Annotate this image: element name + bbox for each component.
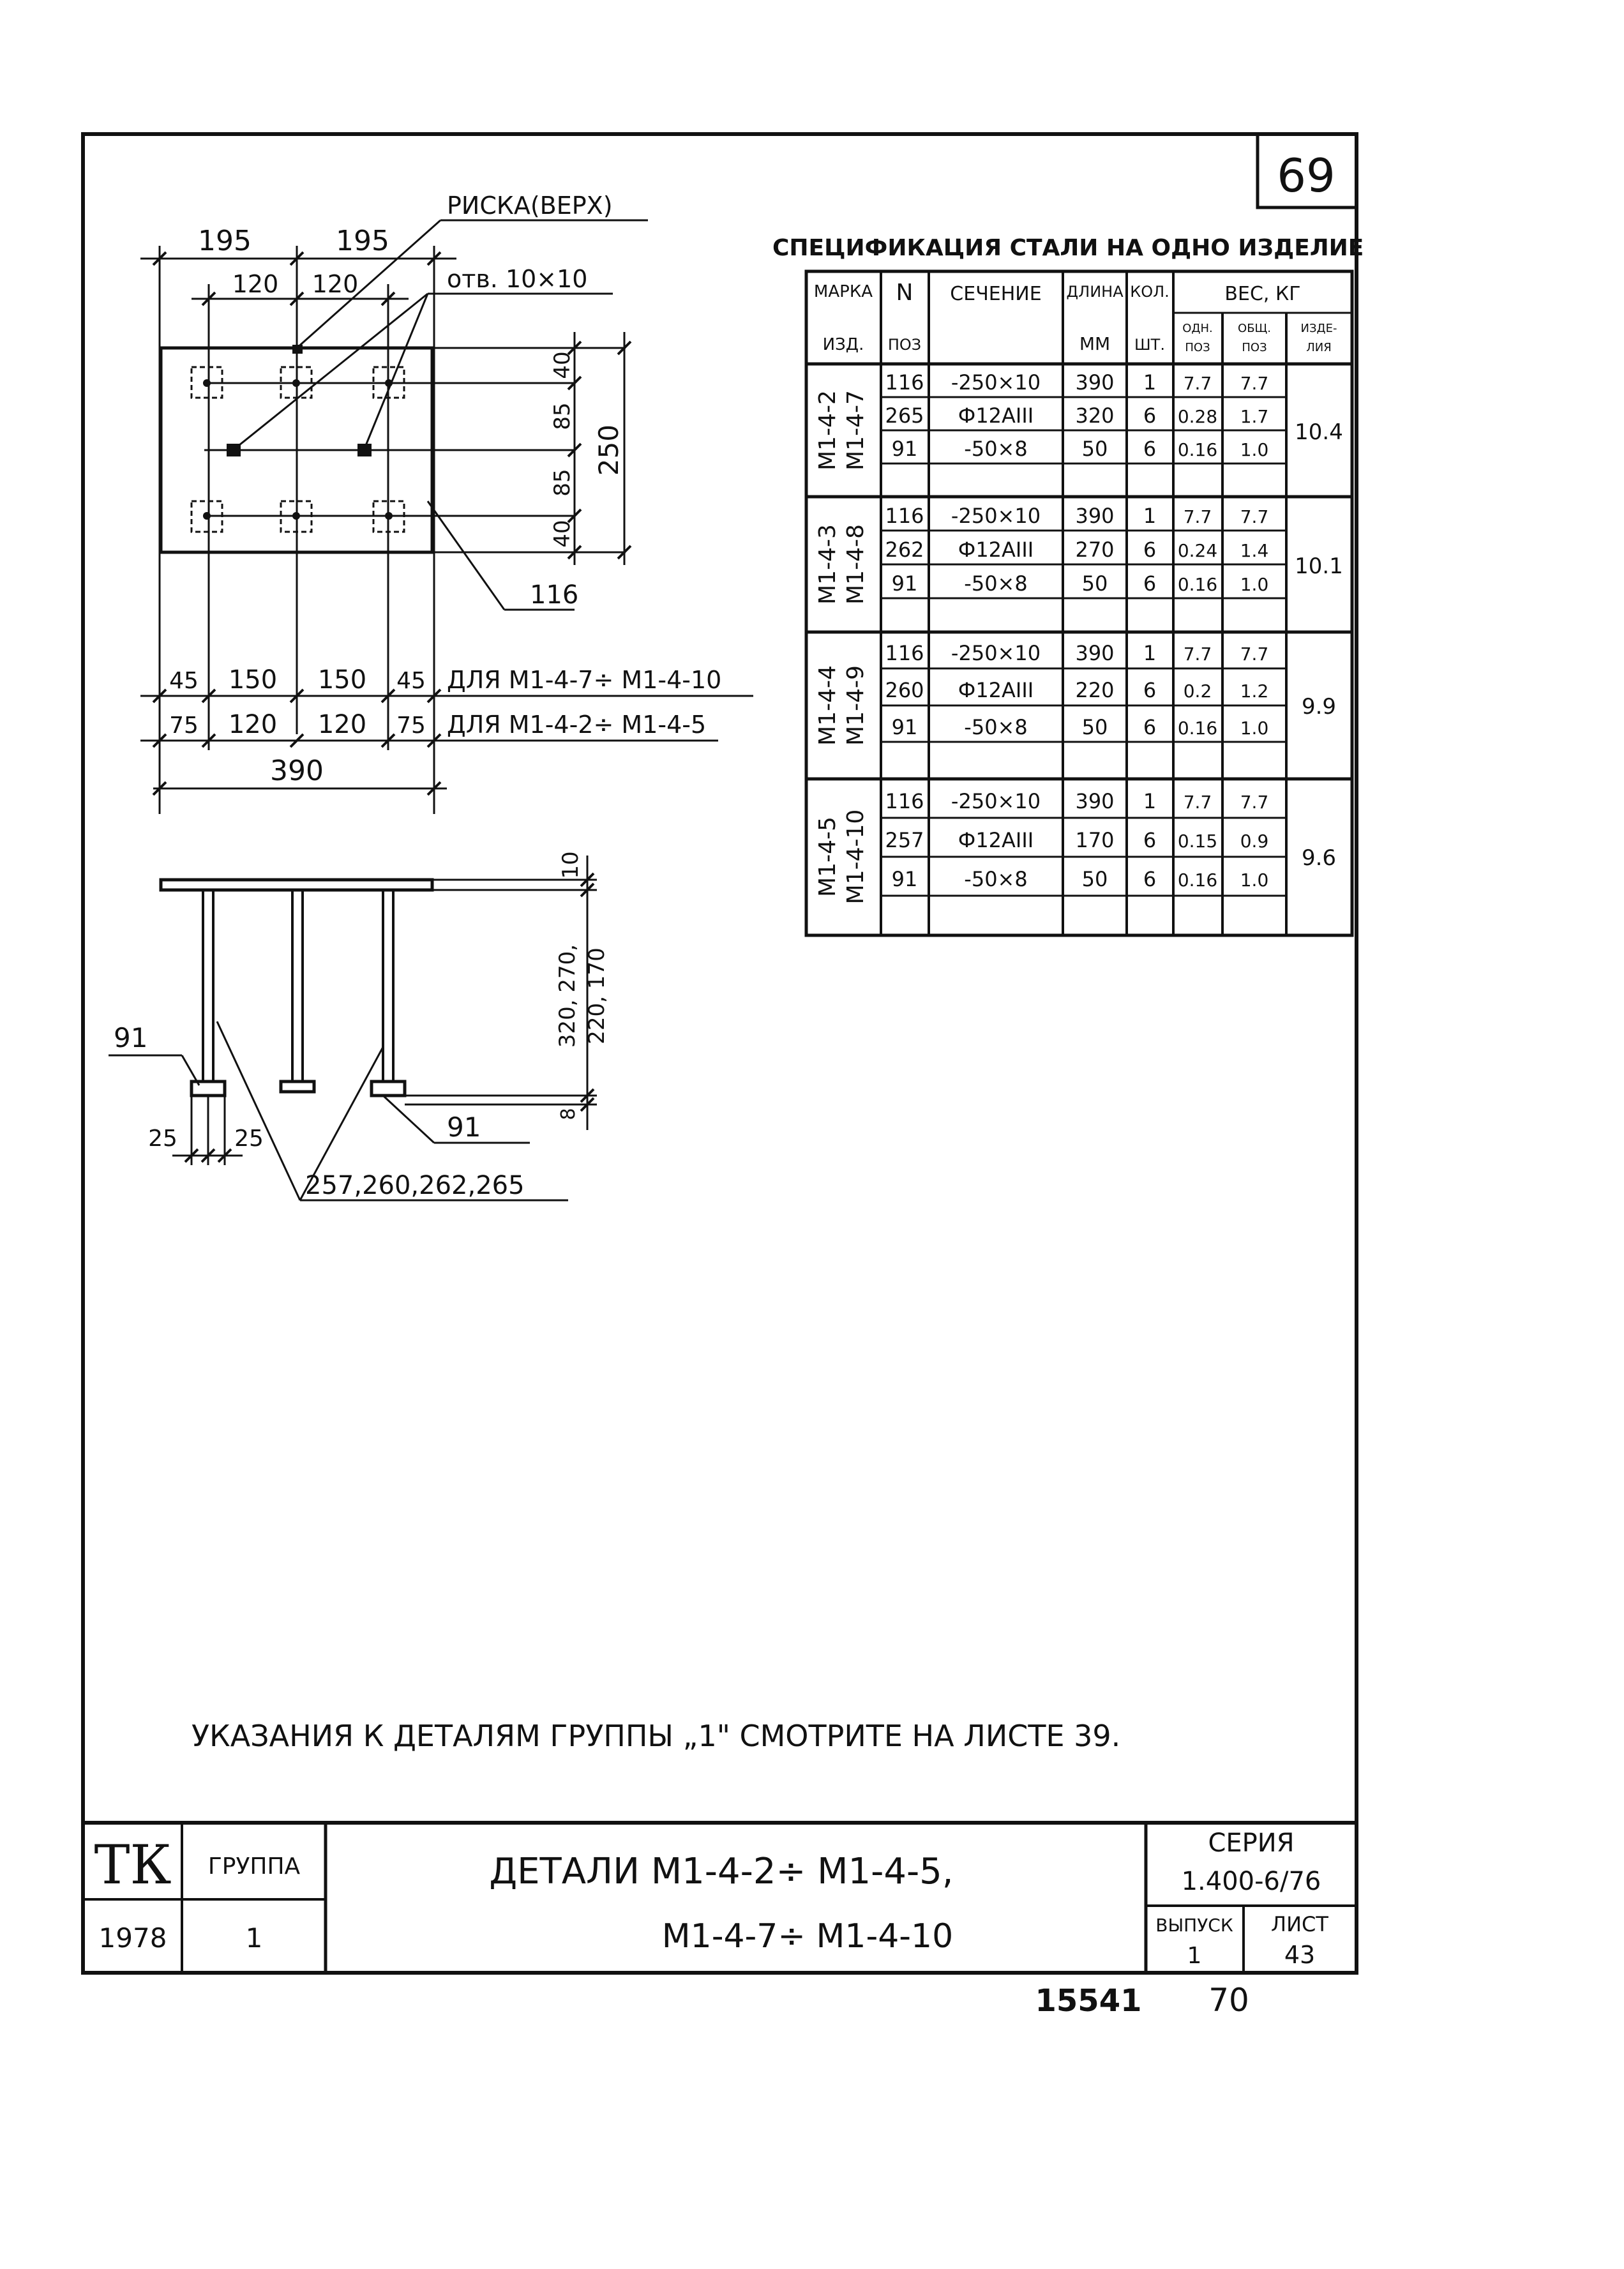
g3-r2-length: 220 [1075,678,1115,702]
g2-r3-pos: 91 [891,571,918,596]
g4-r2-section: Ф12АIII [958,828,1034,852]
row1-dim-150a: 150 [228,665,278,695]
g1-r1-section: -250×10 [951,370,1041,395]
hole-label: отв. 10×10 [447,265,588,293]
g1-r3-section: -50×8 [964,437,1028,461]
mark-label: РИСКА(ВЕРХ) [447,192,613,220]
g3-r2-w-one: 0.2 [1183,681,1212,702]
g4-r3-qty: 6 [1143,867,1157,891]
g3-r2-pos: 260 [885,678,924,702]
g3-r3-w-total: 1.0 [1240,718,1269,739]
archive-number: 15541 [1035,1983,1142,2019]
row1-label: ДЛЯ М1-4-7÷ М1-4-10 [447,666,722,694]
table-row [885,678,1268,702]
g1-r3-qty: 6 [1143,437,1157,461]
g2-r2-section: Ф12АIII [958,538,1034,562]
g1-mark-a: М1-4-2 [815,390,841,471]
g4-mark-a: М1-4-5 [815,817,841,897]
hdr-pos-1: N [896,280,914,306]
g2-r2-w-one: 0.24 [1177,540,1218,561]
g4-r1-section: -250×10 [951,789,1041,813]
g3-r1-w-one: 7.7 [1183,644,1212,665]
g1-r3-w-total: 1.0 [1240,439,1269,460]
dim-250: 250 [593,424,624,476]
sheet-label: ЛИСТ [1271,1912,1328,1936]
dim-heights-b: 220, 170 [584,947,610,1044]
dim-8-side: 8 [557,1108,580,1120]
g1-r3-w-one: 0.16 [1177,439,1218,460]
g1-r3-pos: 91 [891,437,918,461]
g3-r3-pos: 91 [891,715,918,739]
hdr-length-2: ММ [1079,333,1111,354]
issue-value: 1 [1187,1943,1202,1969]
dim-85-top: 85 [550,402,575,430]
g2-r1-length: 390 [1075,504,1115,528]
row1-dim-150b: 150 [317,665,367,695]
table-row [885,504,1268,528]
row1-dim-45b: 45 [396,668,426,694]
table-row [892,867,1269,891]
issue-label: ВЫПУСК [1155,1915,1233,1936]
g2-mark-a: М1-4-3 [815,524,841,605]
g4-r1-w-total: 7.7 [1240,792,1269,813]
g2-r1-section: -250×10 [951,504,1041,528]
dim-120-right: 120 [312,270,359,298]
bar-left [203,890,213,1082]
g3-r1-section: -250×10 [951,641,1041,665]
group-label: ГРУППА [207,1853,301,1880]
table-row [892,715,1269,739]
dim-25-left: 25 [148,1126,177,1152]
g4-r3-w-total: 1.0 [1240,870,1269,891]
base-plate-left [192,1082,225,1096]
g1-r2-w-total: 1.7 [1240,406,1269,427]
row2-dim-75a: 75 [169,712,199,739]
g4-r1-length: 390 [1075,789,1115,813]
g3-r3-section: -50×8 [964,715,1028,739]
hdr-weight: ВЕС, КГ [1224,283,1301,305]
table-row [885,828,1268,852]
group-value: 1 [245,1922,263,1954]
spec-group-1 [815,370,1343,471]
dim-40-bottom: 40 [550,520,575,548]
g1-r1-w-one: 7.7 [1183,373,1212,394]
hdr-w-item-2: ЛИЯ [1306,341,1332,354]
g2-total: 10.1 [1295,554,1343,579]
spec-group-2 [815,504,1343,605]
org-logo: ТК [94,1834,172,1896]
drawing-title-line2: М1-4-7÷ М1-4-10 [661,1917,954,1956]
g3-r1-length: 390 [1075,641,1115,665]
g2-r2-length: 270 [1075,538,1115,562]
drawing-title-line1: ДЕТАЛИ М1-4-2÷ М1-4-5, [489,1851,954,1892]
bar-right [383,890,393,1082]
g2-mark-b: М1-4-8 [843,524,869,605]
g1-r2-qty: 6 [1143,403,1157,428]
row2-dim-120a: 120 [228,710,278,739]
sheet-frame [83,134,1357,1973]
g1-r1-qty: 1 [1143,370,1157,395]
table-row [885,403,1268,428]
g4-mark-b: М1-4-10 [843,809,869,905]
g1-r2-length: 320 [1075,403,1115,428]
row2-dim-120b: 120 [317,710,367,739]
note-text: УКАЗАНИЯ К ДЕТАЛЯМ ГРУППЫ „1" СМОТРИТЕ НА ЛИСТЕ 39. [192,1719,1121,1753]
g1-r1-w-total: 7.7 [1240,373,1269,394]
hdr-w-item-1: ИЗДЕ- [1300,322,1337,335]
hdr-qty-2: ШТ. [1134,336,1165,354]
dim-25-right: 25 [234,1126,264,1152]
series-value: 1.400-6/76 [1181,1867,1321,1896]
hdr-length-1: ДЛИНА [1066,283,1124,301]
g3-r1-w-total: 7.7 [1240,644,1269,665]
g2-r1-w-one: 7.7 [1183,506,1212,527]
hdr-section: СЕЧЕНИЕ [950,283,1042,305]
g3-r2-w-total: 1.2 [1240,681,1269,702]
g4-r1-w-one: 7.7 [1183,792,1212,813]
g2-r2-w-total: 1.4 [1240,540,1269,561]
g1-r1-pos: 116 [885,370,924,395]
g1-r2-pos: 265 [885,403,924,428]
table-row [892,571,1269,596]
g4-r1-qty: 1 [1143,789,1157,813]
page-number: 70 [1208,1982,1249,2019]
g2-r1-w-total: 7.7 [1240,506,1269,527]
g2-r3-w-one: 0.16 [1177,574,1218,595]
g3-r1-pos: 116 [885,641,924,665]
bar-middle [292,890,303,1082]
spec-header [814,280,1337,354]
base-plate-right [372,1082,405,1096]
dim-40-top: 40 [550,351,575,379]
g4-r3-length: 50 [1081,867,1108,891]
dim-heights-a: 320, 270, [555,944,580,1048]
pos-91-right-label: 91 [447,1112,481,1143]
g4-r2-qty: 6 [1143,828,1157,852]
sheet-number: 69 [1277,149,1335,202]
g3-r1-qty: 1 [1143,641,1157,665]
g4-r1-pos: 116 [885,789,924,813]
hdr-pos-2: ПОЗ [887,336,922,354]
plate-side [161,880,432,890]
spec-group-4 [815,789,1336,904]
hdr-mark-2: ИЗД. [822,335,864,354]
g1-r3-length: 50 [1081,437,1108,461]
hdr-qty-1: КОЛ. [1130,283,1169,301]
g2-r1-qty: 1 [1143,504,1157,528]
g2-r2-qty: 6 [1143,538,1157,562]
g3-mark-a: М1-4-4 [815,665,841,746]
g4-r2-pos: 257 [885,828,924,852]
g4-r3-pos: 91 [891,867,918,891]
series-label: СЕРИЯ [1208,1828,1295,1858]
table-row [892,437,1269,461]
g3-r2-qty: 6 [1143,678,1157,702]
spec-group-3 [815,641,1336,746]
g3-r3-qty: 6 [1143,715,1157,739]
pos-91-left-label: 91 [114,1022,148,1053]
hdr-w-one-1: ОДН. [1182,322,1213,335]
g2-r3-w-total: 1.0 [1240,574,1269,595]
g3-mark-b: М1-4-9 [843,665,869,746]
g2-r3-length: 50 [1081,571,1108,596]
g4-r2-w-total: 0.9 [1240,831,1269,852]
hdr-mark-1: МАРКА [813,282,873,301]
g4-r2-length: 170 [1075,828,1115,852]
g3-total: 9.9 [1301,694,1337,720]
g1-r1-length: 390 [1075,370,1115,395]
table-row [885,370,1268,395]
pos-116-label: 116 [530,580,579,610]
g4-total: 9.6 [1301,845,1337,871]
g1-r2-w-one: 0.28 [1177,406,1218,427]
dim-10-side: 10 [558,851,583,879]
g3-r2-section: Ф12АIII [958,678,1034,702]
g2-r1-pos: 116 [885,504,924,528]
g1-total: 10.4 [1295,419,1343,445]
hdr-w-total-1: ОБЩ. [1238,322,1271,335]
g4-r3-w-one: 0.16 [1177,870,1218,891]
g2-r3-section: -50×8 [964,571,1028,596]
g4-r3-section: -50×8 [964,867,1028,891]
table-row [885,641,1268,665]
dim-120-left: 120 [232,270,279,298]
row1-dim-45a: 45 [169,668,199,694]
g3-r3-length: 50 [1081,715,1108,739]
sheet-value: 43 [1284,1941,1316,1969]
side-view [109,856,597,1200]
g4-r2-w-one: 0.15 [1177,831,1218,852]
bars-label: 257,260,262,265 [305,1171,525,1200]
spec-title: СПЕЦИФИКАЦИЯ СТАЛИ НА ОДНО ИЗДЕЛИЕ [772,235,1364,261]
hdr-w-one-2: ПОЗ [1185,341,1210,354]
dim-390-total: 390 [270,755,324,787]
g2-r2-pos: 262 [885,538,924,562]
row2-label: ДЛЯ М1-4-2÷ М1-4-5 [447,711,707,739]
dim-85-bottom: 85 [550,469,575,497]
row2-dim-75b: 75 [396,712,426,739]
g3-r3-w-one: 0.16 [1177,718,1218,739]
dim-195-left: 195 [198,225,252,257]
base-plate-middle [281,1082,314,1092]
dim-195-right: 195 [336,225,389,257]
g2-r3-qty: 6 [1143,571,1157,596]
hdr-w-total-2: ПОЗ [1242,341,1267,354]
g1-r2-section: Ф12АIII [958,403,1034,428]
table-row [885,789,1268,813]
year: 1978 [98,1922,167,1954]
table-row [885,538,1268,562]
g1-mark-b: М1-4-7 [843,390,869,471]
